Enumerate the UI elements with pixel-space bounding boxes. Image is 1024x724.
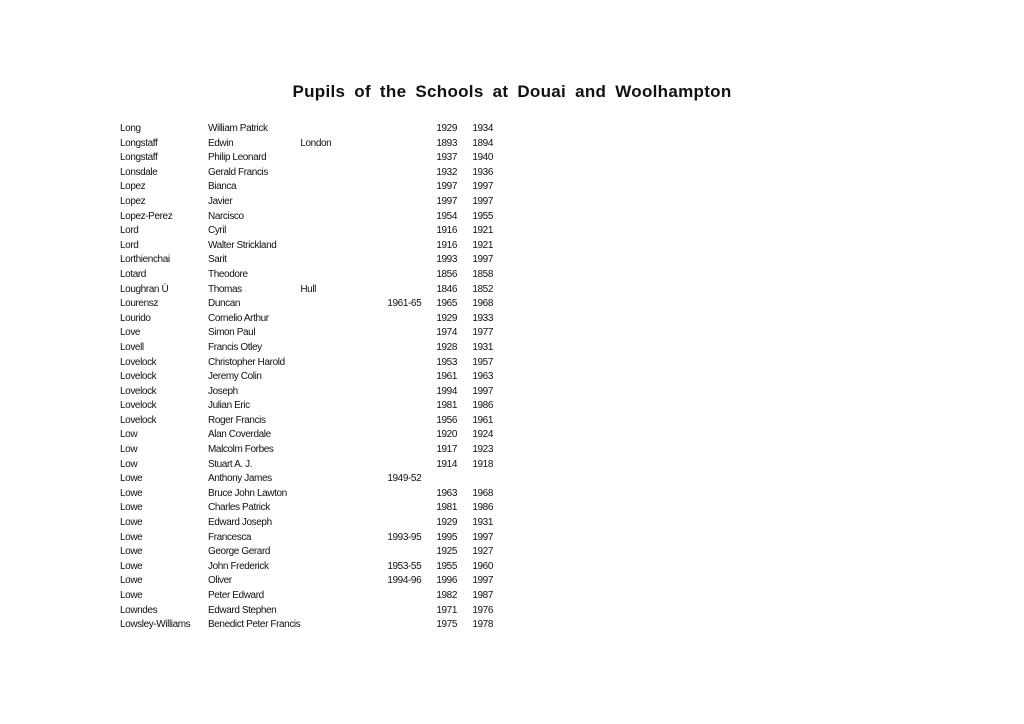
leaving-year-cell: 1921 — [472, 239, 494, 251]
place-cell — [300, 428, 387, 443]
entry-year-cell: 1929 — [436, 517, 458, 529]
place-cell — [300, 545, 387, 560]
table-row — [120, 122, 508, 137]
entry-year-cell: 1993 — [436, 254, 458, 266]
prep-school-years-cell — [387, 501, 436, 516]
surname-cell: Lowe — [120, 560, 143, 572]
prep-school-years-cell — [387, 195, 436, 210]
prep-school-years-cell — [387, 458, 436, 473]
forenames-cell: Sarit — [208, 254, 227, 266]
forenames-cell: Charles Patrick — [208, 502, 270, 514]
entry-year-cell: 1937 — [436, 152, 458, 164]
forenames-cell: Bianca — [208, 181, 237, 193]
surname-cell: Loughran Ü — [120, 283, 169, 295]
surname-cell: Lopez — [120, 195, 146, 207]
leaving-year-cell — [472, 472, 508, 487]
surname-cell: Lowe — [120, 546, 143, 558]
entry-year-cell: 1916 — [436, 225, 458, 237]
table-row — [120, 604, 508, 619]
entry-year-cell: 1961 — [436, 371, 458, 383]
entry-year-cell: 1920 — [436, 429, 458, 441]
forenames-cell: Javier — [208, 195, 233, 207]
surname-cell: Lovelock — [120, 414, 157, 426]
table-row — [120, 443, 508, 458]
table-row — [120, 210, 508, 225]
surname-cell: Lowe — [120, 473, 143, 485]
page-title: Pupils of the Schools at Douai and Woolhampton — [292, 82, 732, 101]
table-row — [120, 501, 508, 516]
place-cell: Hull — [300, 283, 316, 295]
forenames-cell: Stuart A. J. — [208, 458, 253, 470]
table-row — [120, 472, 508, 487]
table-row — [120, 224, 508, 239]
surname-cell: Lopez-Perez — [120, 210, 173, 222]
entry-year-cell: 1995 — [436, 531, 458, 543]
surname-cell: Lourido — [120, 312, 151, 324]
table-row — [120, 151, 508, 166]
surname-cell: Lowe — [120, 575, 143, 587]
prep-school-years-cell — [387, 385, 436, 400]
forenames-cell: George Gerard — [208, 546, 271, 558]
place-cell — [300, 472, 387, 487]
leaving-year-cell: 1997 — [472, 385, 494, 397]
table-row — [120, 356, 508, 371]
place-cell: London — [300, 137, 332, 149]
place-cell — [300, 180, 387, 195]
forenames-cell: Joseph — [208, 385, 238, 397]
leaving-year-cell: 1986 — [472, 502, 494, 514]
forenames-cell: Roger Francis — [208, 414, 266, 426]
leaving-year-cell: 1918 — [472, 458, 494, 470]
table-row — [120, 414, 508, 429]
entry-year-cell: 1975 — [436, 619, 458, 631]
leaving-year-cell: 1961 — [472, 414, 494, 426]
table-row — [120, 487, 508, 502]
place-cell — [300, 341, 387, 356]
forenames-cell: William Patrick — [208, 123, 268, 134]
leaving-year-cell: 1931 — [472, 517, 494, 529]
place-cell — [300, 385, 387, 400]
surname-cell: Lorthienchai — [120, 254, 170, 266]
table-row — [120, 545, 508, 560]
pupil-register-body — [120, 122, 508, 633]
entry-year-cell: 1914 — [436, 458, 458, 470]
prep-school-years-cell — [387, 122, 436, 137]
place-cell — [300, 574, 387, 589]
leaving-year-cell: 1968 — [472, 298, 494, 310]
leaving-year-cell: 1977 — [472, 327, 494, 339]
prep-school-years-cell — [387, 487, 436, 502]
place-cell — [300, 589, 387, 604]
forenames-cell: Walter Strickland — [208, 239, 277, 251]
leaving-year-cell: 1997 — [472, 195, 494, 207]
surname-cell: Low — [120, 458, 138, 470]
table-row — [120, 589, 508, 604]
place-cell — [300, 560, 387, 575]
prep-school-years-cell: 1994-96 — [387, 575, 422, 587]
entry-year-cell: 1925 — [436, 546, 458, 558]
leaving-year-cell: 1960 — [472, 560, 494, 572]
surname-cell: Lowndes — [120, 604, 158, 616]
prep-school-years-cell — [387, 370, 436, 385]
table-row — [120, 618, 508, 633]
table-row — [120, 574, 508, 589]
prep-school-years-cell: 1961-65 — [387, 298, 422, 310]
surname-cell: Lowe — [120, 487, 143, 499]
entry-year-cell: 1893 — [436, 137, 458, 149]
surname-cell: Lord — [120, 239, 139, 251]
table-row — [120, 428, 508, 443]
leaving-year-cell: 1931 — [472, 341, 494, 353]
forenames-cell: Duncan — [208, 298, 241, 310]
forenames-cell: Bruce John Lawton — [208, 487, 287, 499]
table-row — [120, 560, 508, 575]
place-cell — [300, 253, 387, 268]
place-cell — [300, 399, 387, 414]
prep-school-years-cell — [387, 210, 436, 225]
surname-cell: Low — [120, 429, 138, 441]
forenames-cell: Cyril — [208, 225, 226, 237]
place-cell — [300, 501, 387, 516]
leaving-year-cell: 1987 — [472, 590, 494, 601]
surname-cell: Longstaff — [120, 137, 158, 149]
forenames-cell: Jeremy Colin — [208, 371, 262, 383]
leaving-year-cell: 1894 — [472, 137, 494, 149]
forenames-cell: Oliver — [208, 575, 232, 587]
surname-cell: Lowe — [120, 590, 143, 601]
leaving-year-cell: 1924 — [472, 429, 494, 441]
entry-year-cell: 1996 — [436, 575, 458, 587]
place-cell — [300, 326, 387, 341]
forenames-cell: Alan Coverdale — [208, 429, 271, 441]
entry-year-cell: 1929 — [436, 312, 458, 324]
forenames-cell: Narcisco — [208, 210, 244, 222]
place-cell — [300, 604, 387, 619]
prep-school-years-cell — [387, 312, 436, 327]
table-row — [120, 326, 508, 341]
forenames-cell: Francesca — [208, 531, 252, 543]
place-cell — [300, 122, 387, 137]
entry-year-cell: 1994 — [436, 385, 458, 397]
prep-school-years-cell — [387, 326, 436, 341]
surname-cell: Lowe — [120, 502, 143, 514]
table-row — [120, 268, 508, 283]
entry-year-cell: 1974 — [436, 327, 458, 339]
surname-cell: Lovelock — [120, 385, 157, 397]
surname-cell: Lowe — [120, 531, 143, 543]
table-row — [120, 312, 508, 327]
leaving-year-cell: 1940 — [472, 152, 494, 164]
surname-cell: Low — [120, 444, 138, 456]
table-row — [120, 239, 508, 254]
table-row — [120, 166, 508, 181]
table-row — [120, 283, 508, 298]
surname-cell: Lonsdale — [120, 166, 158, 178]
prep-school-years-cell — [387, 589, 436, 604]
surname-cell: Lowe — [120, 517, 143, 529]
surname-cell: Lovelock — [120, 356, 157, 368]
leaving-year-cell: 1933 — [472, 312, 494, 324]
place-cell — [300, 443, 387, 458]
prep-school-years-cell — [387, 224, 436, 239]
prep-school-years-cell — [387, 239, 436, 254]
prep-school-years-cell — [387, 137, 436, 152]
forenames-cell: Malcolm Forbes — [208, 444, 274, 456]
leaving-year-cell: 1997 — [472, 575, 494, 587]
entry-year-cell: 1954 — [436, 210, 458, 222]
table-row — [120, 253, 508, 268]
place-cell — [300, 618, 387, 633]
surname-cell: Lovelock — [120, 400, 157, 412]
surname-cell: Longstaff — [120, 152, 158, 164]
entry-year-cell: 1955 — [436, 560, 458, 572]
entry-year-cell: 1981 — [436, 502, 458, 514]
place-cell — [300, 210, 387, 225]
place-cell — [300, 268, 387, 283]
leaving-year-cell: 1957 — [472, 356, 494, 368]
table-row — [120, 516, 508, 531]
prep-school-years-cell — [387, 443, 436, 458]
prep-school-years-cell — [387, 268, 436, 283]
table-row — [120, 297, 508, 312]
place-cell — [300, 312, 387, 327]
forenames-cell: Edwin — [208, 137, 234, 149]
place-cell — [300, 239, 387, 254]
place-cell — [300, 297, 387, 312]
table-row — [120, 370, 508, 385]
place-cell — [300, 414, 387, 429]
leaving-year-cell: 1923 — [472, 444, 494, 456]
leaving-year-cell: 1976 — [472, 604, 494, 616]
place-cell — [300, 516, 387, 531]
forenames-cell: Benedict Peter Francis — [208, 619, 301, 631]
forenames-cell: Peter Edward — [208, 590, 264, 601]
pupil-register-table — [120, 122, 508, 633]
table-row — [120, 341, 508, 356]
table-row — [120, 137, 508, 152]
forenames-cell: Edward Joseph — [208, 517, 272, 529]
entry-year-cell: 1916 — [436, 239, 458, 251]
place-cell — [300, 458, 387, 473]
prep-school-years-cell: 1953-55 — [387, 560, 422, 572]
entry-year-cell: 1856 — [436, 268, 458, 280]
leaving-year-cell: 1978 — [472, 619, 494, 631]
forenames-cell: Julian Eric — [208, 400, 250, 412]
leaving-year-cell: 1934 — [472, 123, 494, 134]
prep-school-years-cell — [387, 516, 436, 531]
surname-cell: Love — [120, 327, 141, 339]
place-cell — [300, 166, 387, 181]
entry-year-cell: 1929 — [436, 123, 458, 134]
forenames-cell: Anthony James — [208, 473, 272, 485]
entry-year-cell: 1965 — [436, 298, 458, 310]
entry-year-cell: 1956 — [436, 414, 458, 426]
prep-school-years-cell — [387, 399, 436, 414]
surname-cell: Lovelock — [120, 371, 157, 383]
prep-school-years-cell: 1949-52 — [387, 473, 422, 485]
entry-year-cell — [436, 472, 472, 487]
leaving-year-cell: 1852 — [472, 283, 494, 295]
surname-cell: Lord — [120, 225, 139, 237]
entry-year-cell: 1997 — [436, 181, 458, 193]
prep-school-years-cell — [387, 428, 436, 443]
entry-year-cell: 1953 — [436, 356, 458, 368]
place-cell — [300, 224, 387, 239]
forenames-cell: Philip Leonard — [208, 152, 267, 164]
place-cell — [300, 531, 387, 546]
leaving-year-cell: 1927 — [472, 546, 494, 558]
entry-year-cell: 1981 — [436, 400, 458, 412]
leaving-year-cell: 1936 — [472, 166, 494, 178]
leaving-year-cell: 1997 — [472, 531, 494, 543]
forenames-cell: Francis Otley — [208, 341, 262, 353]
leaving-year-cell: 1968 — [472, 487, 494, 499]
surname-cell: Long — [120, 123, 141, 134]
entry-year-cell: 1928 — [436, 341, 458, 353]
prep-school-years-cell — [387, 414, 436, 429]
forenames-cell: John Frederick — [208, 560, 269, 572]
leaving-year-cell: 1986 — [472, 400, 494, 412]
leaving-year-cell: 1997 — [472, 254, 494, 266]
prep-school-years-cell: 1993-95 — [387, 531, 422, 543]
leaving-year-cell: 1963 — [472, 371, 494, 383]
prep-school-years-cell — [387, 341, 436, 356]
entry-year-cell: 1846 — [436, 283, 458, 295]
entry-year-cell: 1963 — [436, 487, 458, 499]
forenames-cell: Theodore — [208, 268, 248, 280]
surname-cell: Lotard — [120, 268, 146, 280]
prep-school-years-cell — [387, 151, 436, 166]
entry-year-cell: 1932 — [436, 166, 458, 178]
place-cell — [300, 356, 387, 371]
prep-school-years-cell — [387, 604, 436, 619]
entry-year-cell: 1997 — [436, 195, 458, 207]
place-cell — [300, 195, 387, 210]
entry-year-cell: 1982 — [436, 590, 458, 601]
surname-cell: Lopez — [120, 181, 146, 193]
place-cell — [300, 151, 387, 166]
leaving-year-cell: 1921 — [472, 225, 494, 237]
prep-school-years-cell — [387, 545, 436, 560]
leaving-year-cell: 1997 — [472, 181, 494, 193]
place-cell — [300, 370, 387, 385]
forenames-cell: Thomas — [208, 283, 242, 295]
place-cell — [300, 487, 387, 502]
surname-cell: Lourensz — [120, 298, 158, 310]
entry-year-cell: 1971 — [436, 604, 458, 616]
surname-cell: Lovell — [120, 341, 144, 353]
forenames-cell: Gerald Francis — [208, 166, 268, 178]
surname-cell: Lowsley-Williams — [120, 619, 191, 631]
table-row — [120, 458, 508, 473]
table-row — [120, 180, 508, 195]
prep-school-years-cell — [387, 283, 436, 298]
forenames-cell: Edward Stephen — [208, 604, 277, 616]
prep-school-years-cell — [387, 253, 436, 268]
entry-year-cell: 1917 — [436, 444, 458, 456]
forenames-cell: Cornelio Arthur — [208, 312, 269, 324]
leaving-year-cell: 1858 — [472, 268, 494, 280]
table-row — [120, 385, 508, 400]
table-row — [120, 399, 508, 414]
forenames-cell: Simon Paul — [208, 327, 256, 339]
prep-school-years-cell — [387, 356, 436, 371]
prep-school-years-cell — [387, 180, 436, 195]
prep-school-years-cell — [387, 618, 436, 633]
prep-school-years-cell — [387, 166, 436, 181]
forenames-cell: Christopher Harold — [208, 356, 285, 368]
leaving-year-cell: 1955 — [472, 210, 494, 222]
table-row — [120, 531, 508, 546]
table-row — [120, 195, 508, 210]
